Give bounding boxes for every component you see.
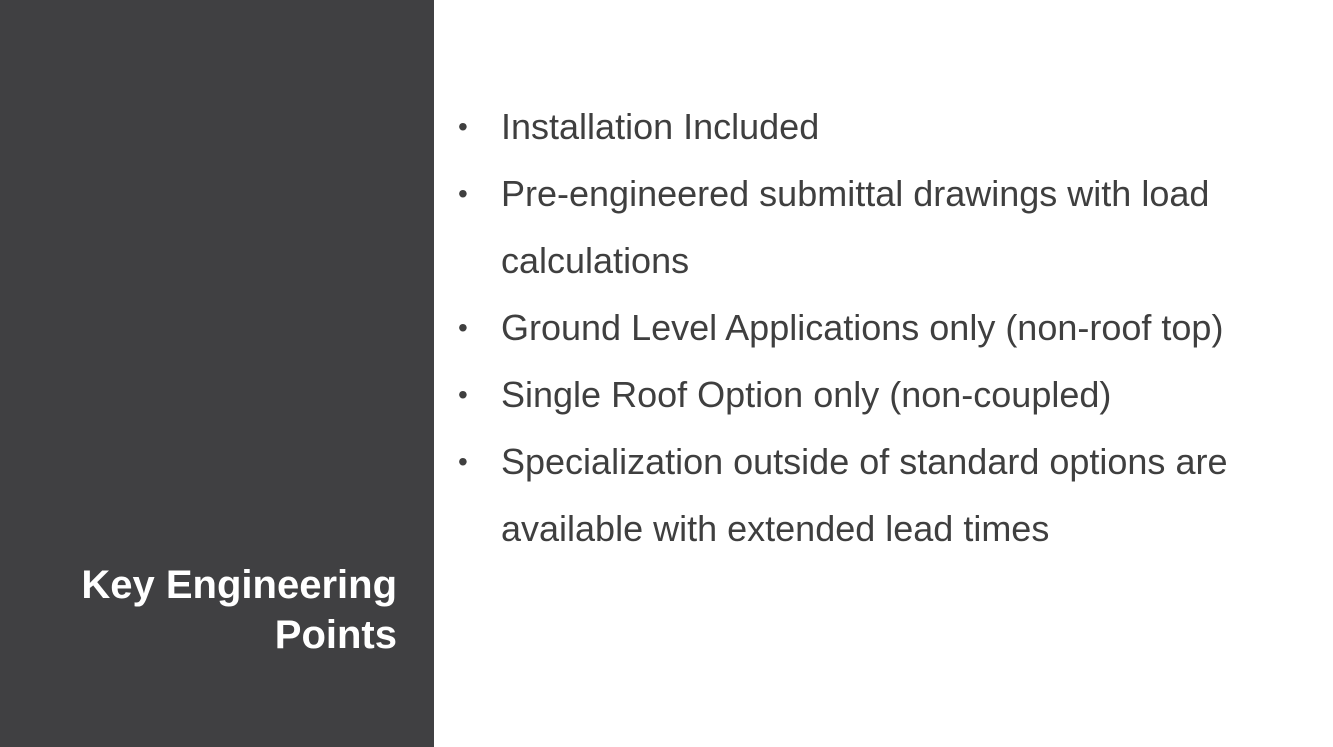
bullet-text: Ground Level Applications only (non-roof top) bbox=[501, 307, 1224, 348]
title-panel bbox=[0, 0, 434, 747]
bullet-text: Installation Included bbox=[501, 106, 820, 147]
bullet-icon: • bbox=[458, 446, 468, 477]
bullet-list bbox=[458, 93, 1308, 562]
bullet-content bbox=[458, 93, 1308, 562]
bullet-item bbox=[458, 93, 1308, 160]
bullet-text: Single Roof Option only (non-coupled) bbox=[501, 374, 1112, 415]
bullet-item bbox=[458, 361, 1308, 428]
bullet-icon: • bbox=[458, 312, 468, 343]
bullet-icon: • bbox=[458, 178, 468, 209]
bullet-item bbox=[458, 428, 1308, 562]
bullet-item bbox=[458, 294, 1308, 361]
bullet-text: Specialization outside of standard options are available with extended lead times bbox=[501, 441, 1228, 549]
bullet-item bbox=[458, 160, 1308, 294]
bullet-text: Pre-engineered submittal drawings with load calculations bbox=[501, 173, 1210, 281]
bullet-icon: • bbox=[458, 111, 468, 142]
slide-title: Key Engineering Points bbox=[81, 563, 397, 657]
bullet-icon: • bbox=[458, 379, 468, 410]
